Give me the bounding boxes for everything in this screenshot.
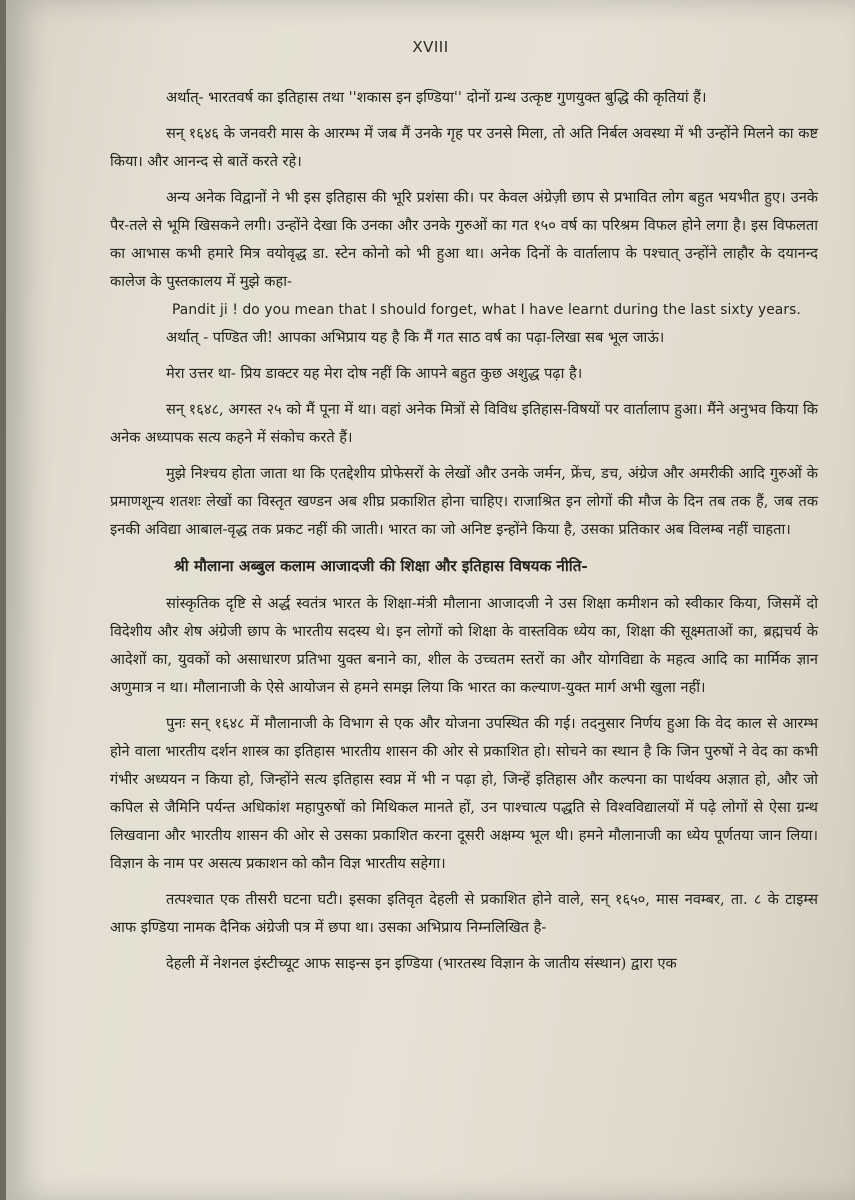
paragraph: मेरा उत्तर था- प्रिय डाक्टर यह मेरा दोष नहीं कि आपने बहुत कुछ अशुद्ध पढ़ा है। bbox=[166, 365, 583, 382]
paragraph: मुझे निश्चय होता जाता था कि एतद्देशीय प्रोफेसरों के लेखों और उनके जर्मन, फ्रेंच, डच, अंग्रेज और अमरीकी आदि गुरुओं के प्रमाणशून्य शतशः लेखों का विस्तृत खण्डन अब शीघ्र प्रकाशित होना चाहिए। राजाश्रित इन लोगों की मौज के दिन तब तक हैं, जब तक इनकी अविद्या आबाल-वृद्ध तक प्रकट नहीं की जाती। भारत का जो अनिष्ट इन्होंने किया है, उसका प्रतिकार अब विलम्ब नहीं चाहता। bbox=[110, 465, 818, 538]
paragraph: सन् १६४८, अगस्त २५ को मैं पूना में था। वहां अनेक मित्रों से विविध इतिहास-विषयों पर वार्तालाप हुआ। मैंने अनुभव किया कि अनेक अध्यापक सत्य कहने में संकोच करते हैं। bbox=[110, 401, 818, 446]
page-bottom-margin bbox=[6, 840, 855, 1200]
paragraph: सांस्कृतिक दृष्टि से अर्द्ध स्वतंत्र भारत के शिक्षा-मंत्री मौलाना आजादजी ने उस शिक्षा कमीशन को स्वीकार किया, जिसमें दो विदेशीय और शेष अंग्रेजी छाप के भारतीय सदस्य थे। इन लोगों को शिक्षा के वास्तविक ध्येय का, शिक्षा की सूक्ष्मताओं का, ब्रह्मचर्य के आदेशों का, युवकों को असाधारण प्रतिभा युक्त बनाने का, शील के उच्चतम स्तरों का और योगविद्या के महत्व आदि का मार्मिक ज्ञान अणुमात्र न था। मौलानाजी के ऐसे आयोजन से हमने समझ लिया कि भारत का कल्याण-युक्त मार्ग अभी खुला नहीं। bbox=[110, 595, 818, 696]
paragraph: अर्थात्- भारतवर्ष का इतिहास तथा ''शकास इन इण्डिया'' दोनों ग्रन्थ उत्कृष्ट गुणयुक्त बुद्धि की कृतियां हैं। bbox=[166, 89, 707, 106]
paragraph: अन्य अनेक विद्वानों ने भी इस इतिहास की भूरि प्रशंसा की। पर केवल अंग्रेज़ी छाप से प्रभावित लोग बहुत भयभीत हुए। उनके पैर-तले से भूमि खिसकने लगी। उन्होंने देखा कि उनका और उनके गुरुओं का गत १५० वर्ष का परिश्रम विफल होने लगा है। इस विफलता का आभास कभी हमारे मित्र वयोवृद्ध डा. स्टेन कोनो को भी हुआ था। अनेक दिनों के वार्तालाप के पश्चात् उन्होंने लाहौर के दयानन्द कालेज के पुस्तकालय में मुझे कहा- bbox=[110, 189, 818, 290]
paragraph: देहली में नेशनल इंस्टीच्यूट आफ साइन्स इन इण्डिया (भारतस्थ विज्ञान के जातीय संस्थान) द्वारा एक bbox=[166, 955, 677, 972]
book-page bbox=[6, 0, 855, 1200]
page-number: XVIII bbox=[412, 38, 449, 56]
english-quote: Pandit ji ! do you mean that I should forget, what I have learnt during the last sixty years. bbox=[172, 302, 801, 318]
section-heading: श्री मौलाना अब्बुल कलाम आजादजी की शिक्षा और इतिहास विषयक नीति- bbox=[174, 557, 588, 575]
paragraph: अर्थात् - पण्डित जी! आपका अभिप्राय यह है कि मैं गत साठ वर्ष का पढ़ा-लिखा सब भूल जाऊं। bbox=[166, 329, 665, 346]
paragraph: तत्पश्चात एक तीसरी घटना घटी। इसका इतिवृत देहली से प्रकाशित होने वाले, सन् १६५०, मास नवम्बर, ता. ८ के टाइम्स आफ इण्डिया नामक दैनिक अंग्रेजी पत्र में छपा था। उसका अभिप्राय निम्नलिखित है- bbox=[110, 891, 818, 936]
paragraph: सन् १६४६ के जनवरी मास के आरम्भ में जब मैं उनके गृह पर उनसे मिला, तो अति निर्बल अवस्था में भी उन्होंने मिलने का कष्ट किया। और आनन्द से बातें करते रहे। bbox=[110, 125, 818, 170]
paragraph: पुनः सन् १६४८ में मौलानाजी के विभाग से एक और योजना उपस्थित की गई। तदनुसार निर्णय हुआ कि वेद काल से आरम्भ होने वाला भारतीय दर्शन शास्त्र का इतिहास भारतीय शासन की ओर से प्रकाशित हो। सोचने का स्थान है कि जिन पुरुषों ने वेद का कभी गंभीर अध्ययन न किया हो, जिन्होंने सत्य इतिहास स्वप्न में भी न पढ़ा हो, जिन्हें इतिहास और कल्पना का पार्थक्य अज्ञात हो, और जो कपिल से जैमिनि पर्यन्त अधिकांश महापुरुषों को मिथिकल मानते हों, उन पाश्चात्य पद्धति से विश्वविद्यालयों में पढ़े लोगों से ऐसा ग्रन्थ लिखवाना और भारतीय शासन की ओर से उसका प्रकाशित करना दूसरी अक्षम्य भूल थी। हमने मौलानाजी का ध्येय पूर्णतया जान लिया। विज्ञान के नाम पर असत्य प्रकाशन को कौन विज्ञ भारतीय सहेगा। bbox=[110, 715, 818, 872]
